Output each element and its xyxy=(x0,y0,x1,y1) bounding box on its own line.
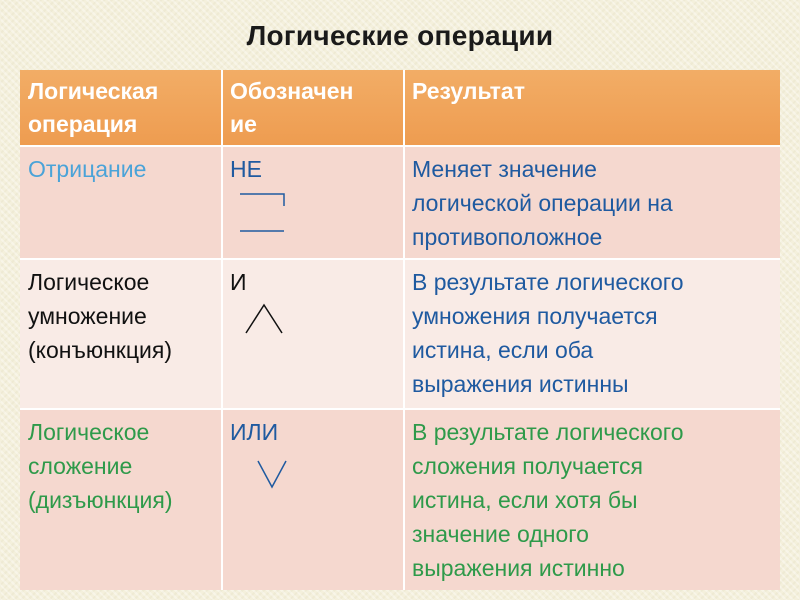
table-row xyxy=(20,259,780,409)
header-operation xyxy=(20,70,222,146)
notation-text: НЕ xyxy=(230,156,262,182)
header-notation xyxy=(222,70,404,146)
result-line: В результате логического xyxy=(412,269,684,295)
operation-line: Логическое xyxy=(28,419,150,445)
result-line: сложения получается xyxy=(412,453,643,479)
operation-line: умножение xyxy=(28,303,147,329)
header-notation-line: Обозначен xyxy=(230,78,354,104)
page-title: Логические операции xyxy=(246,20,554,51)
header-operation-line: Логическая xyxy=(28,78,159,104)
table-row xyxy=(20,409,780,590)
table-header-row xyxy=(20,70,780,146)
column-divider xyxy=(403,70,405,590)
notation-text: ИЛИ xyxy=(230,419,279,445)
row-divider xyxy=(20,408,780,410)
operation-line: (дизъюнкция) xyxy=(28,487,173,513)
operation-line: Отрицание xyxy=(28,156,147,182)
header-operation-line: операция xyxy=(28,111,138,137)
result-line: умножения получается xyxy=(412,303,658,329)
result-cell xyxy=(404,409,780,590)
result-line: истина, если оба xyxy=(412,337,594,363)
result-line: выражения истинно xyxy=(412,555,625,581)
table-row xyxy=(20,146,780,259)
row-divider xyxy=(20,258,780,260)
row-divider xyxy=(20,145,780,147)
header-result-line: Результат xyxy=(412,78,525,104)
negation-icon xyxy=(232,186,292,246)
operation-cell xyxy=(20,409,222,590)
result-line: выражения истинны xyxy=(412,371,629,397)
result-line: противоположное xyxy=(412,224,603,250)
notation-text: И xyxy=(230,269,247,295)
conjunction-icon xyxy=(242,299,292,339)
notation-cell xyxy=(222,409,404,590)
result-line: значение одного xyxy=(412,521,589,547)
result-line: Меняет значение xyxy=(412,156,597,182)
result-line: логической операции на xyxy=(412,190,673,216)
result-cell xyxy=(404,259,780,409)
column-divider xyxy=(221,70,223,590)
operation-line: (конъюнкция) xyxy=(28,337,172,363)
notation-cell xyxy=(222,146,404,259)
header-notation-line: ие xyxy=(230,111,257,137)
result-line: В результате логического xyxy=(412,419,684,445)
operation-cell xyxy=(20,259,222,409)
operation-line: сложение xyxy=(28,453,133,479)
result-line: истина, если хотя бы xyxy=(412,487,638,513)
notation-cell xyxy=(222,259,404,409)
operation-cell xyxy=(20,146,222,259)
result-cell xyxy=(404,146,780,259)
header-result xyxy=(404,70,780,146)
operation-line: Логическое xyxy=(28,269,150,295)
disjunction-icon xyxy=(254,455,304,495)
